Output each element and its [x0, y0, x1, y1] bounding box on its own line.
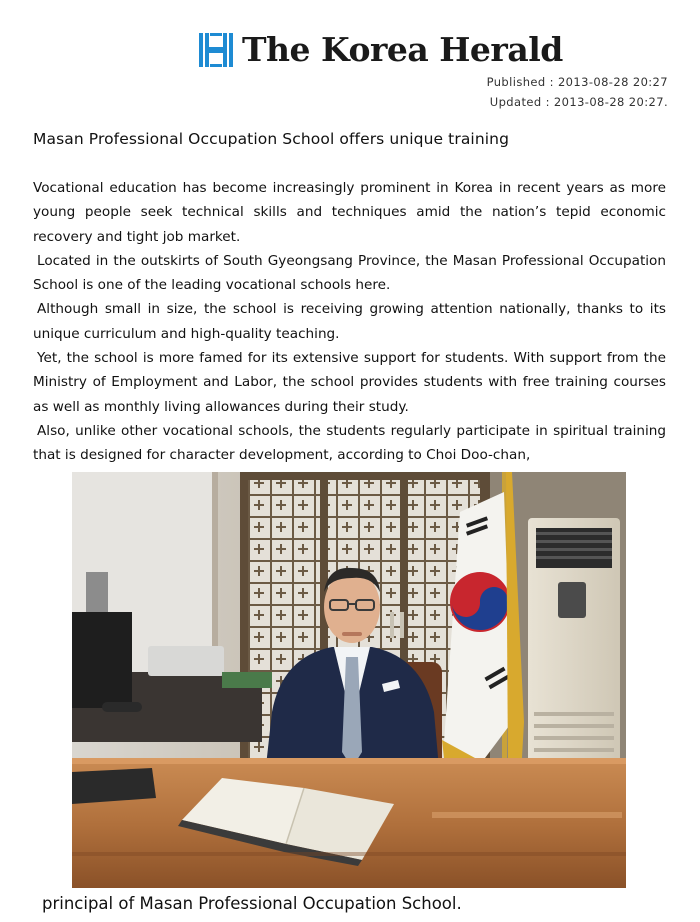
article-body	[33, 176, 666, 468]
article-paragraph: Yet, the school is more famed for its extensive support for students. With support from the Ministry of Employment and Labor, the school provides students with free training courses as well as monthly living allowances during their study.	[33, 350, 666, 415]
article-paragraph: Although small in size, the school is receiving growing attention nationally, thanks to its unique curriculum and high-quality teaching.	[33, 301, 666, 342]
photo-caption: principal of Masan Professional Occupation School.	[42, 894, 462, 913]
article-paragraph: Vocational education has become increasingly prominent in Korea in recent years as more young people seek technical skills and techniques amid the nation’s tepid economic recovery and tight job market.	[33, 180, 666, 245]
article-photo	[72, 472, 626, 888]
article-headline: Masan Professional Occupation School offers unique training	[33, 130, 510, 148]
published-date: Published : 2013-08-28 20:27	[486, 75, 668, 89]
herald-h-logo-icon	[198, 32, 234, 68]
publication-dates	[487, 72, 668, 112]
updated-date: Updated : 2013-08-28 20:27.	[489, 95, 668, 109]
article-paragraph: Located in the outskirts of South Gyeongsang Province, the Masan Professional Occupation School is one of the leading vocational schools here.	[33, 252, 666, 294]
article-paragraph: Also, unlike other vocational schools, the students regularly participate in spiritual training that is designed for character development, according to Choi Doo-chan,	[33, 422, 666, 464]
masthead	[198, 30, 563, 70]
masthead-title: The Korea Herald	[242, 30, 563, 69]
